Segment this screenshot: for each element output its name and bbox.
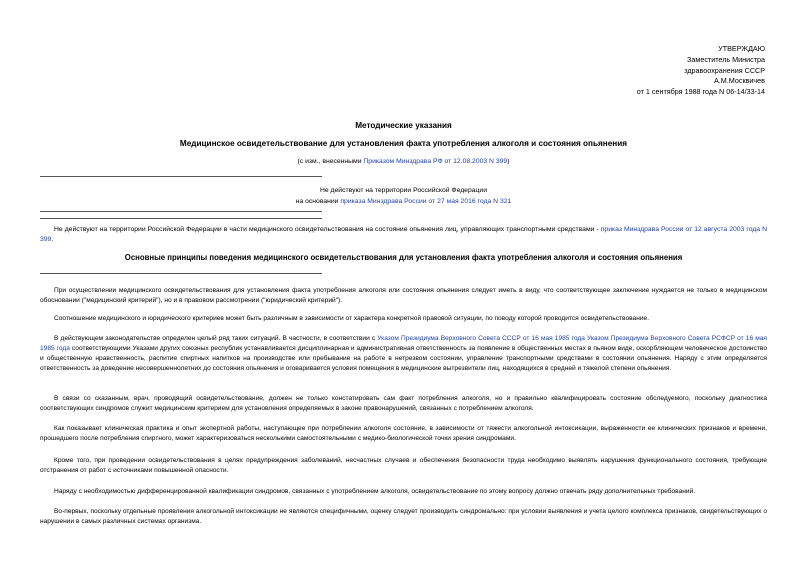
paragraph-text: В действующем законодательстве определен целый ряд таких ситуаций. В частности, в соответствии с (54, 335, 378, 342)
not-active-prefix: на основании (295, 198, 341, 205)
paragraph: Соотношение медицинского и юридического критериев может быть различным в зависимости от характера конкретной правовой ситуации, по поводу которой проводится освидетельствование. (54, 315, 650, 322)
paragraph: В связи со сказанным, врач, проводящий освидетельствование, должен не только констатировать сам факт потребления алкоголя, но и правильно квалифицировать состояние обследуемого, поскольку диагностика соответствующих синдромов служит медицинским критерием для установления определяемых в законе правонарушений, связанных с потреблением алкоголя. (40, 395, 767, 412)
approval-ministry: здравоохранения СССР (684, 65, 765, 75)
approval-position: Заместитель Министра (687, 54, 765, 64)
divider (40, 176, 322, 177)
notice-end: . (51, 236, 54, 243)
amendment-prefix: (с изм., внесенными (297, 158, 364, 165)
document-title: Медицинское освидетельствование для установления факта употребления алкоголя и состояния опьянения (179, 139, 628, 148)
decree-rsfsr-link[interactable]: Указом Президиума Верховного Совета РСФСР от 16 мая 1985 года (40, 335, 767, 352)
paragraph-text: соответствующими Указами других союзных республик устанавливается дисциплинарная и административная ответственность за появление в общественных местах в пьяном виде, оскорбляющем человеческое достоинство и общественную нравственность, распитие спиртных напитков на производстве или пребывание на работе в нетрезвом состоянии, управление транспортными средствами в состоянии опьянения. Наряду с этим определяется ответственность за доведение несовершеннолетних до состояния опьянения и оговаривается условия помещения в медицинские вытрезвители лиц, находящихся в средней и тяжелой степени опьянения. (40, 345, 767, 372)
approval-block (637, 44, 765, 98)
amendment-suffix: ) (507, 158, 510, 165)
divider (40, 211, 322, 212)
transport-notice (40, 225, 767, 245)
paragraph: Кроме того, при проведении освидетельствования в целях предупреждения заболеваний, несчастных случаев и обеспечения безопасности труда необходимо выявлять нарушения функционального состояния, требующие отстранения от работ с источниками повышенной опасности. (40, 457, 767, 474)
paragraph: Во-первых, поскольку отдельные проявления алкогольной интоксикации не являются специфичными, оценку следует производить синдромально: при условии выявления и учета целого комплекса признаков, свидетельствующих о нарушении в самых различных системах организма. (40, 508, 767, 525)
not-active-basis (40, 196, 767, 207)
not-active-link[interactable]: приказа Минздрава России от 27 мая 2016 года N 321 (340, 198, 512, 205)
approval-date: от 1 сентября 1988 года N 06-14/33-14 (636, 87, 765, 97)
amendment-link[interactable]: Приказом Минздрава РФ от 12.08.2003 N 399 (363, 158, 508, 165)
section-heading: Основные принципы поведения медицинского освидетельствования для установления факта употребления алкоголя и состояния опьянения (124, 253, 683, 262)
notice-link[interactable]: приказ Минздрава России от 12 августа 2003 года N 399 (40, 226, 767, 243)
approval-stamp: УТВЕРЖДАЮ (718, 44, 765, 53)
document-type: Методические указания (355, 121, 452, 130)
not-active-line: Не действуют на территории Российской Федерации (319, 187, 488, 194)
paragraph: Как показывает клиническая практика и опыт экспертной работы, наступающее при потреблении алкоголя состояние, в зависимости от тяжести алкогольной интоксикации, выраженности ее клинических признаков и времени, прошедшего после потребления спиртного, может характеризоваться несколькими самостоятельными с медико-биологической точки зрения синдромами. (40, 425, 767, 442)
paragraph: Наряду с необходимостью дифференцированной квалификации синдромов, связанных с употреблением алкоголя, освидетельствование по этому вопросу должно отвечать ряду дополнительных требований. (54, 488, 696, 495)
paragraph (40, 334, 767, 374)
not-active-note (40, 185, 767, 207)
divider (40, 273, 322, 274)
paragraph: При осуществлении медицинского освидетельствования для установления факта употребления алкоголя или состояния опьянения следует иметь в виду, что соответствующее заключение нуждается не только в медицинском обосновании ("медицинский критерий"), но и в правовом рассмотрении ("юридический критерий"). (40, 287, 767, 304)
amendment-note (40, 158, 767, 165)
divider (40, 218, 322, 219)
decree-ussr-link[interactable]: Указом Президиума Верховного Совета СССР от 16 мая 1985 года (377, 335, 585, 342)
approval-signatory: А.М.Москвичев (714, 76, 765, 86)
notice-text: Не действуют на территории Российской Федерации в части медицинского освидетельствования на состояние опьянения лиц, управляющих транспортными средствами - (54, 226, 601, 233)
